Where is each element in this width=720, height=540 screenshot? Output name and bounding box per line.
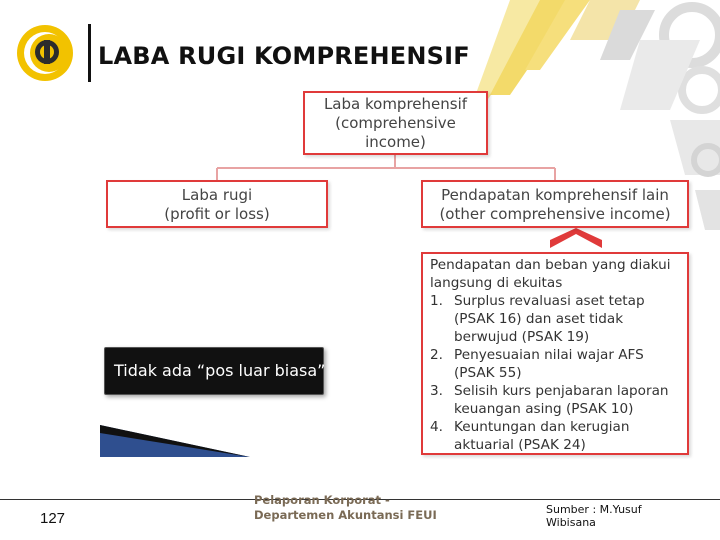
list-item [430,346,681,382]
list-item [430,382,681,418]
box-line: income) [365,133,426,151]
box-line: (comprehensive [335,114,456,132]
box-line: Pendapatan komprehensif lain [441,186,669,204]
list-number: 4. [430,419,443,435]
list-number: 2. [430,347,443,363]
box-line: (other comprehensive income) [439,205,671,223]
box-line: (profit or loss) [164,205,270,223]
detail-intro: Pendapatan dan beban yang diakui langsung di ekuitas [430,257,671,291]
box-line: Laba komprehensif [323,95,468,113]
list-text: Selisih kurs penjabaran laporan keuangan asing (PSAK 10) [454,383,669,417]
box-line: Laba rugi [181,186,253,204]
up-arrow-icon [550,228,602,248]
comprehensive-income-box [303,91,488,155]
no-extraordinary-items-callout: Tidak ada “pos luar biasa” [104,347,324,395]
oci-detail-box [421,252,689,455]
list-text: Keuntungan dan kerugian aktuarial (PSAK 24) [454,419,630,453]
list-item [430,418,681,454]
other-comprehensive-income-box [421,180,689,228]
list-item [430,292,681,346]
list-number: 3. [430,383,443,399]
footer-title: Pelaporan Korporat - Departemen Akuntansi FEUI [254,493,437,522]
list-text: Surplus revaluasi aset tetap (PSAK 16) dan aset tidak berwujud (PSAK 19) [454,293,645,345]
source-credit: Sumber : M.Yusuf Wibisana [546,503,642,529]
profit-or-loss-box [106,180,328,228]
decorative-wedge [100,425,250,457]
page-number: 127 [40,510,66,527]
page-title: LABA RUGI KOMPREHENSIF [98,42,470,70]
list-number: 1. [430,293,443,309]
list-text: Penyesuaian nilai wajar AFS (PSAK 55) [454,347,644,381]
